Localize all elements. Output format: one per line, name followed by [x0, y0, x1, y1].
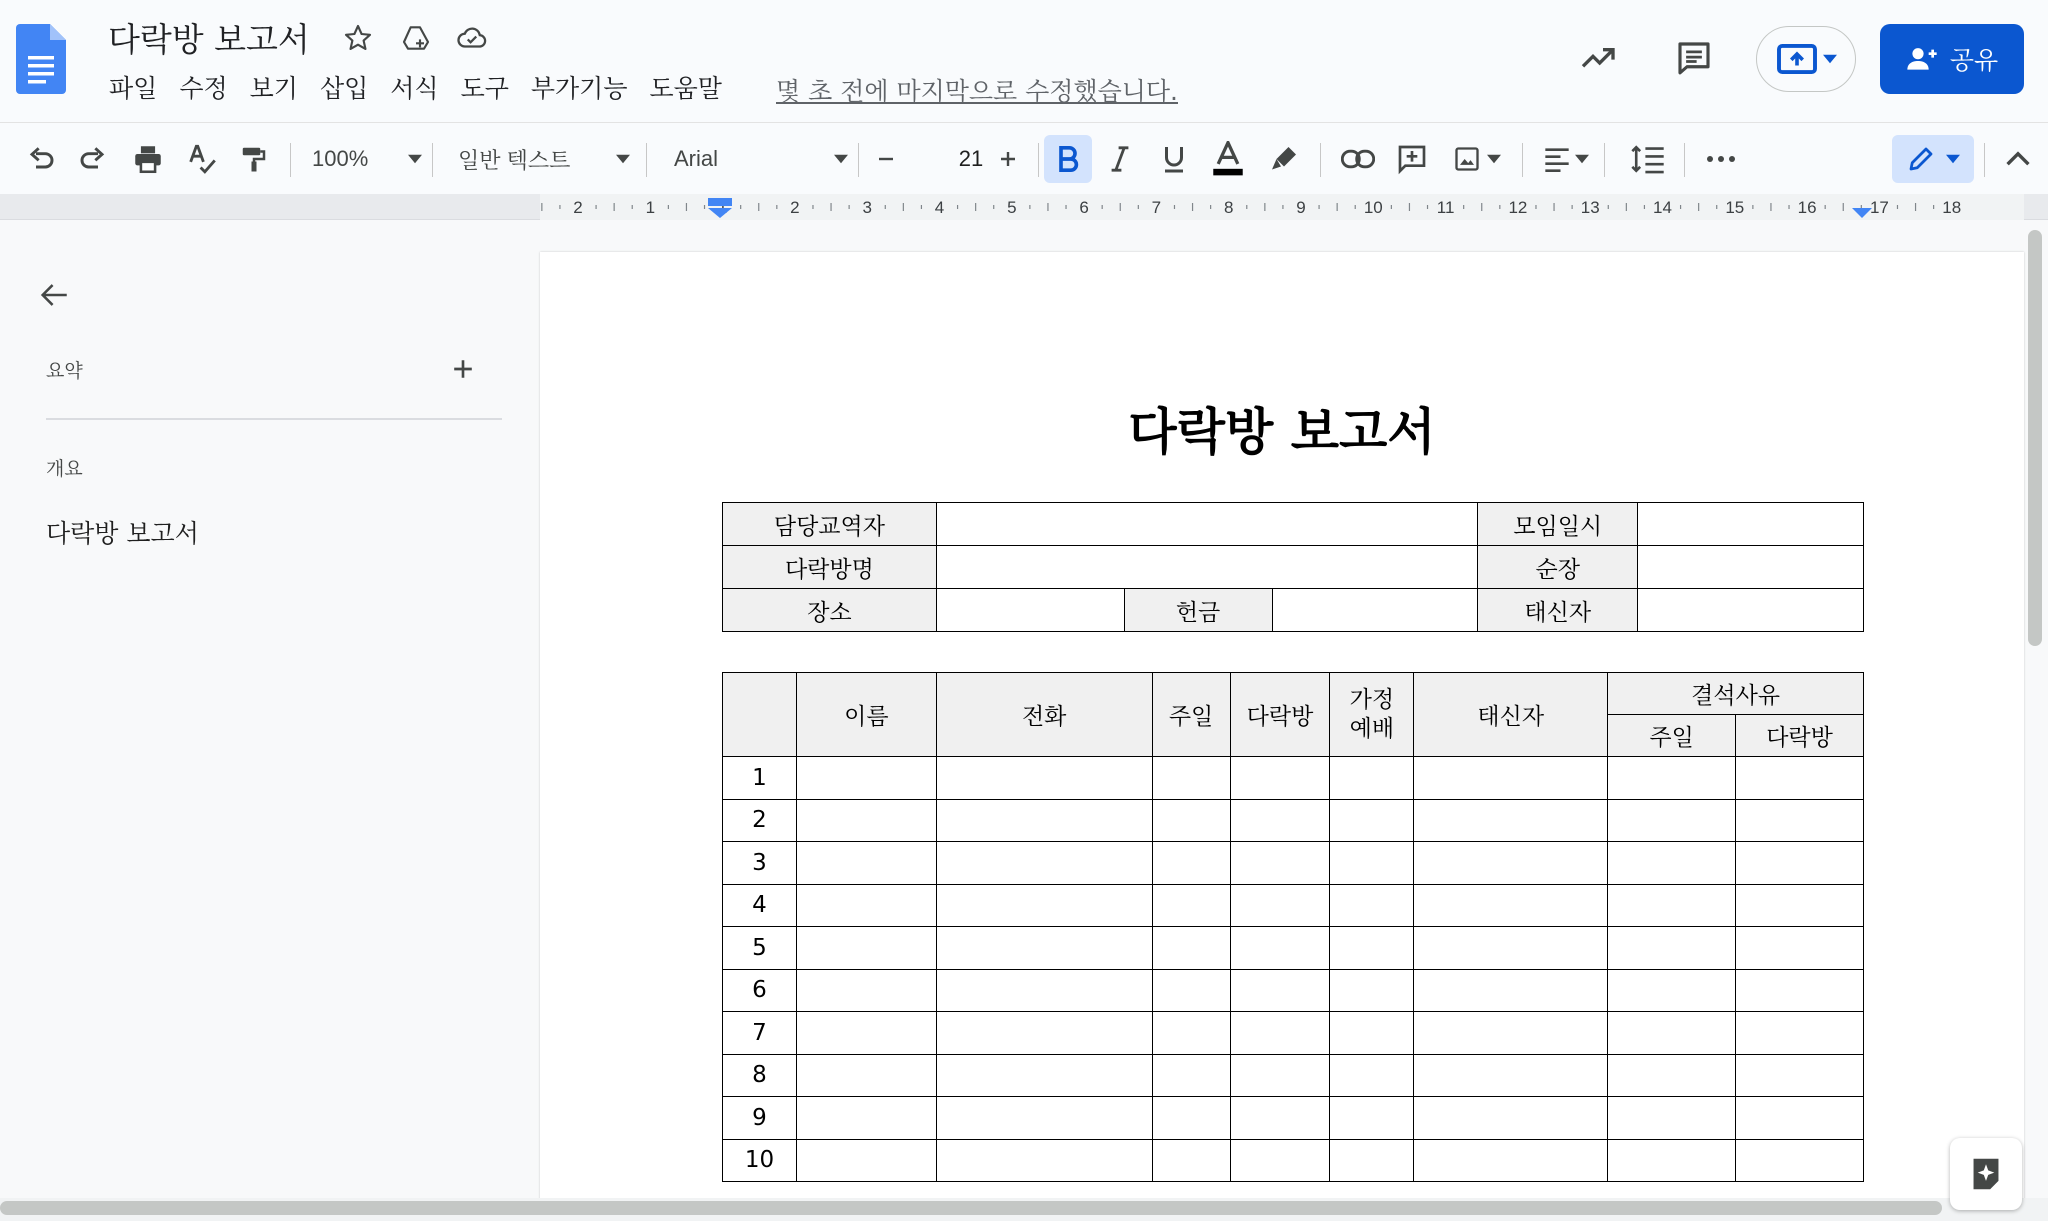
- paint-format-icon[interactable]: [232, 135, 276, 183]
- table-cell[interactable]: [796, 1012, 936, 1055]
- editing-mode-button[interactable]: [1892, 135, 1974, 183]
- table-cell[interactable]: [796, 927, 936, 970]
- highlight-color-icon[interactable]: [1262, 135, 1306, 183]
- left-indent-marker[interactable]: [708, 198, 732, 218]
- table-header-cell: 이름: [796, 673, 936, 757]
- document-title[interactable]: 다락방 보고서: [108, 20, 310, 59]
- table-header-cell: 다락방: [1736, 715, 1864, 757]
- table-cell[interactable]: [1330, 757, 1414, 800]
- table-cell[interactable]: [1152, 1139, 1230, 1182]
- ruler-label: 1: [717, 198, 728, 217]
- table-cell[interactable]: [1230, 1139, 1330, 1182]
- table-cell[interactable]: 순장: [1478, 546, 1638, 589]
- table-cell[interactable]: [1608, 799, 1736, 842]
- menu-insert[interactable]: 삽입: [319, 74, 369, 103]
- table-cell[interactable]: [1230, 1054, 1330, 1097]
- table-header-cell: 결석사유: [1608, 673, 1864, 715]
- table-row: [723, 799, 1864, 842]
- hide-menus-chevron-up-icon[interactable]: [1996, 135, 2040, 183]
- sparkle-icon: [1969, 1156, 2003, 1192]
- table-cell[interactable]: [1230, 842, 1330, 885]
- align-button[interactable]: [1538, 135, 1594, 183]
- table-row: [723, 842, 1864, 885]
- table-header-cell: [723, 673, 797, 757]
- table-cell[interactable]: [1638, 503, 1864, 546]
- table-cell[interactable]: [1736, 1054, 1864, 1097]
- table-cell[interactable]: [936, 927, 1152, 970]
- chevron-down-icon: [1946, 154, 1960, 164]
- table-cell[interactable]: [1230, 757, 1330, 800]
- table-cell[interactable]: [1608, 757, 1736, 800]
- table-cell[interactable]: [1152, 1012, 1230, 1055]
- row-number-cell[interactable]: 7: [723, 1012, 797, 1055]
- toolbar-divider: [1522, 143, 1523, 177]
- table-cell[interactable]: [1608, 1097, 1736, 1140]
- add-summary-icon[interactable]: [452, 350, 474, 388]
- document-page[interactable]: [540, 252, 2024, 1200]
- table-cell[interactable]: [1152, 842, 1230, 885]
- header: [0, 0, 2048, 122]
- table-cell[interactable]: [1414, 969, 1608, 1012]
- table-cell[interactable]: [1608, 842, 1736, 885]
- ruler-label: 12: [1508, 198, 1528, 217]
- menu-help[interactable]: 도움말: [649, 74, 722, 103]
- table-cell[interactable]: [1414, 884, 1608, 927]
- table-cell[interactable]: 다락방명: [723, 546, 937, 589]
- table-cell[interactable]: [1230, 799, 1330, 842]
- star-icon[interactable]: [338, 18, 378, 58]
- table-cell[interactable]: [936, 757, 1152, 800]
- last-edit-link[interactable]: 몇 초 전에 마지막으로 수정했습니다.: [776, 77, 1178, 106]
- table-cell[interactable]: [1414, 757, 1608, 800]
- more-options-icon[interactable]: [1698, 135, 1744, 183]
- attendance-table-body: [723, 757, 1864, 1182]
- table-cell[interactable]: [796, 969, 936, 1012]
- plus-icon: [998, 149, 1018, 169]
- table-cell[interactable]: [1152, 799, 1230, 842]
- table-row: [723, 969, 1864, 1012]
- table-cell[interactable]: [1736, 969, 1864, 1012]
- table-cell[interactable]: [1330, 1012, 1414, 1055]
- table-cell[interactable]: [936, 1097, 1152, 1140]
- ruler-label: 14: [1653, 198, 1672, 217]
- ruler-label: 16: [1797, 198, 1817, 217]
- person-add-icon: [1906, 45, 1938, 73]
- table-row: [723, 546, 1864, 589]
- ruler-label: 1: [645, 198, 656, 217]
- table-cell[interactable]: [1736, 1139, 1864, 1182]
- table-cell[interactable]: [1608, 1012, 1736, 1055]
- ruler-label: 2: [573, 198, 583, 217]
- present-button[interactable]: [1756, 26, 1856, 92]
- table-header-cell: 다락방: [1230, 673, 1330, 757]
- paragraph-style-value: 일반 텍스트: [458, 147, 571, 173]
- table-cell[interactable]: [1230, 1097, 1330, 1140]
- activity-trend-icon[interactable]: [1570, 30, 1626, 86]
- line-spacing-icon[interactable]: [1626, 135, 1670, 183]
- back-arrow-icon[interactable]: [36, 278, 72, 316]
- toolbar-divider: [1038, 143, 1039, 177]
- docs-logo-icon[interactable]: [16, 24, 66, 94]
- table-cell[interactable]: [1152, 927, 1230, 970]
- table-cell[interactable]: [1414, 1054, 1608, 1097]
- row-number-cell[interactable]: 9: [723, 1097, 797, 1140]
- ruler-label: 18: [1942, 198, 1962, 217]
- ruler-label: 9: [1296, 198, 1306, 217]
- chevron-down-icon: [616, 154, 630, 164]
- add-comment-icon[interactable]: [1390, 135, 1434, 183]
- table-cell[interactable]: [796, 757, 936, 800]
- share-label: 공유: [1949, 46, 1999, 75]
- table-cell[interactable]: [1414, 1139, 1608, 1182]
- font-family-select[interactable]: [674, 135, 848, 183]
- vertical-scrollbar[interactable]: [2028, 230, 2042, 646]
- toolbar-divider: [1320, 143, 1321, 177]
- present-icon: [1775, 41, 1819, 77]
- bold-icon: [1056, 145, 1080, 173]
- table-row: [723, 927, 1864, 970]
- table-cell[interactable]: [936, 589, 1124, 632]
- table-cell[interactable]: 담당교역자: [723, 503, 937, 546]
- menu-edit[interactable]: 수정: [179, 74, 228, 103]
- table-header-cell: 주일: [1152, 673, 1230, 757]
- row-number-cell[interactable]: 8: [723, 1054, 797, 1097]
- table-cell[interactable]: [936, 842, 1152, 885]
- zoom-value: 100%: [312, 146, 369, 171]
- table-header-cell: 가정 예배: [1330, 673, 1414, 757]
- table-header-cell: 주일: [1608, 715, 1736, 757]
- cloud-saved-icon[interactable]: [452, 18, 492, 58]
- table-row: [723, 1097, 1864, 1140]
- table-cell[interactable]: [1330, 927, 1414, 970]
- ruler-label: 17: [1869, 198, 1889, 217]
- ruler-label: 2: [790, 198, 800, 217]
- table-header-cell: 전화: [936, 673, 1152, 757]
- table-row: [723, 589, 1864, 632]
- insert-link-icon[interactable]: [1336, 135, 1380, 183]
- table-cell[interactable]: [796, 842, 936, 885]
- table-cell[interactable]: [1330, 969, 1414, 1012]
- table-cell[interactable]: 헌금: [1124, 589, 1272, 632]
- increase-font-size-button[interactable]: [988, 135, 1028, 183]
- toolbar-divider: [646, 143, 647, 177]
- summary-heading: 요약: [46, 360, 83, 382]
- ruler-label: 5: [1007, 198, 1017, 217]
- table-cell[interactable]: [1608, 884, 1736, 927]
- table-cell[interactable]: [1330, 1054, 1414, 1097]
- table-cell[interactable]: 태신자: [1478, 589, 1638, 632]
- ruler-label: 3: [862, 198, 872, 217]
- table-cell[interactable]: [936, 503, 1477, 546]
- font-size-value: 21: [958, 146, 984, 171]
- table-cell[interactable]: [1152, 1054, 1230, 1097]
- font-family-value: Arial: [674, 146, 719, 171]
- minus-icon: [876, 149, 896, 169]
- ruler-label: 4: [934, 198, 945, 217]
- table-header-row: [723, 673, 1864, 715]
- table-cell[interactable]: [796, 799, 936, 842]
- table-row: [723, 1054, 1864, 1097]
- image-icon: [1453, 145, 1481, 173]
- table-cell[interactable]: [936, 799, 1152, 842]
- outline-heading: 개요: [46, 458, 83, 480]
- table-cell[interactable]: [796, 1054, 936, 1097]
- table-cell[interactable]: [1230, 884, 1330, 927]
- toolbar-divider: [1684, 143, 1685, 177]
- table-cell[interactable]: [1414, 1097, 1608, 1140]
- info-table[interactable]: [722, 502, 1864, 632]
- table-row: [723, 1139, 1864, 1182]
- table-cell[interactable]: [1152, 969, 1230, 1012]
- horizontal-scrollbar[interactable]: [0, 1201, 1942, 1215]
- table-cell[interactable]: [936, 546, 1477, 589]
- table-cell[interactable]: [1230, 927, 1330, 970]
- menu-tools[interactable]: 도구: [460, 74, 509, 103]
- menu-format[interactable]: 서식: [390, 74, 439, 103]
- table-cell[interactable]: [1736, 1012, 1864, 1055]
- table-cell[interactable]: [1608, 1054, 1736, 1097]
- chevron-down-icon: [1487, 154, 1501, 164]
- table-row: [723, 1012, 1864, 1055]
- table-cell[interactable]: [1230, 1012, 1330, 1055]
- ruler-label: 13: [1580, 198, 1600, 217]
- row-number-cell[interactable]: 1: [723, 757, 797, 800]
- table-cell[interactable]: [1330, 799, 1414, 842]
- italic-icon[interactable]: [1098, 135, 1142, 183]
- toolbar-divider: [432, 143, 433, 177]
- explore-assistant-button[interactable]: [1950, 1138, 2022, 1210]
- zoom-select[interactable]: [312, 135, 422, 183]
- decrease-font-size-button[interactable]: [866, 135, 906, 183]
- align-left-icon: [1543, 146, 1571, 172]
- table-cell[interactable]: [1152, 757, 1230, 800]
- table-cell[interactable]: [936, 1139, 1152, 1182]
- redo-icon[interactable]: [72, 135, 116, 183]
- move-to-drive-icon[interactable]: [396, 18, 436, 58]
- table-cell[interactable]: [936, 969, 1152, 1012]
- table-cell[interactable]: [1736, 757, 1864, 800]
- table-cell[interactable]: [1638, 546, 1864, 589]
- table-row: [723, 884, 1864, 927]
- table-cell[interactable]: [1608, 1139, 1736, 1182]
- ruler-label: 15: [1725, 198, 1745, 217]
- paragraph-style-select[interactable]: [458, 135, 630, 183]
- table-cell[interactable]: [1230, 969, 1330, 1012]
- document-outline-panel: [0, 220, 540, 1200]
- chevron-down-icon: [1575, 154, 1589, 164]
- table-cell[interactable]: [1638, 589, 1864, 632]
- spellcheck-icon[interactable]: [180, 135, 224, 183]
- row-number-cell[interactable]: 5: [723, 927, 797, 970]
- bold-button[interactable]: [1044, 135, 1092, 183]
- toolbar: [0, 122, 2048, 194]
- toolbar-divider: [290, 143, 291, 177]
- chevron-down-icon: [1823, 54, 1837, 64]
- table-cell[interactable]: [1608, 969, 1736, 1012]
- panel-divider: [46, 418, 502, 420]
- ruler-label: 7: [1151, 198, 1162, 217]
- table-row: [723, 503, 1864, 546]
- pencil-icon: [1906, 144, 1936, 174]
- table-cell[interactable]: [936, 1054, 1152, 1097]
- attendance-table[interactable]: [722, 672, 1864, 1182]
- row-number-cell[interactable]: 10: [723, 1139, 797, 1182]
- table-cell[interactable]: [1414, 799, 1608, 842]
- table-cell[interactable]: [1330, 842, 1414, 885]
- table-cell[interactable]: [1736, 842, 1864, 885]
- table-cell[interactable]: [1736, 927, 1864, 970]
- table-cell[interactable]: [936, 884, 1152, 927]
- table-cell[interactable]: [1330, 1139, 1414, 1182]
- menu-view[interactable]: 보기: [249, 74, 298, 103]
- ruler-label: 10: [1363, 198, 1383, 217]
- toolbar-divider: [858, 143, 859, 177]
- underline-icon[interactable]: [1152, 135, 1196, 183]
- table-cell[interactable]: 장소: [723, 589, 937, 632]
- table-cell[interactable]: [1608, 927, 1736, 970]
- row-number-cell[interactable]: 4: [723, 884, 797, 927]
- row-number-cell[interactable]: 2: [723, 799, 797, 842]
- table-cell[interactable]: [1414, 842, 1608, 885]
- menu-bar: [98, 70, 733, 108]
- outline-item[interactable]: 다락방 보고서: [46, 519, 199, 548]
- chevron-down-icon: [408, 154, 422, 164]
- table-cell[interactable]: [936, 1012, 1152, 1055]
- table-cell[interactable]: [796, 884, 936, 927]
- share-button[interactable]: [1880, 24, 2024, 94]
- comments-icon[interactable]: [1666, 30, 1722, 86]
- document-heading[interactable]: 다락방 보고서: [1128, 403, 1436, 461]
- table-cell[interactable]: [1272, 589, 1478, 632]
- toolbar-divider: [1604, 143, 1605, 177]
- row-number-cell[interactable]: 3: [723, 842, 797, 885]
- table-cell[interactable]: [796, 1139, 936, 1182]
- table-cell[interactable]: [1736, 884, 1864, 927]
- table-cell[interactable]: 모임일시: [1478, 503, 1638, 546]
- ruler-label: 8: [1223, 198, 1234, 217]
- table-cell[interactable]: [796, 1097, 936, 1140]
- ruler-label: 11: [1436, 198, 1455, 217]
- toolbar-divider: [1984, 143, 1985, 177]
- ruler-scale: [0, 194, 2048, 220]
- print-icon[interactable]: [126, 135, 170, 183]
- insert-image-button[interactable]: [1444, 135, 1510, 183]
- table-cell[interactable]: [1414, 927, 1608, 970]
- table-cell[interactable]: [1330, 1097, 1414, 1140]
- table-header-cell: 태신자: [1414, 673, 1608, 757]
- table-cell[interactable]: [1736, 1097, 1864, 1140]
- table-row: [723, 757, 1864, 800]
- chevron-down-icon: [834, 154, 848, 164]
- table-cell[interactable]: [1736, 799, 1864, 842]
- menu-file[interactable]: 파일: [109, 74, 158, 103]
- table-cell[interactable]: [1330, 884, 1414, 927]
- menu-addons[interactable]: 부가기능: [530, 74, 628, 103]
- ruler-label: 6: [1079, 198, 1089, 217]
- table-cell[interactable]: [1152, 1097, 1230, 1140]
- table-cell[interactable]: [1152, 884, 1230, 927]
- row-number-cell[interactable]: 6: [723, 969, 797, 1012]
- table-cell[interactable]: [1414, 1012, 1608, 1055]
- text-color-icon[interactable]: [1206, 135, 1250, 183]
- undo-icon[interactable]: [18, 135, 62, 183]
